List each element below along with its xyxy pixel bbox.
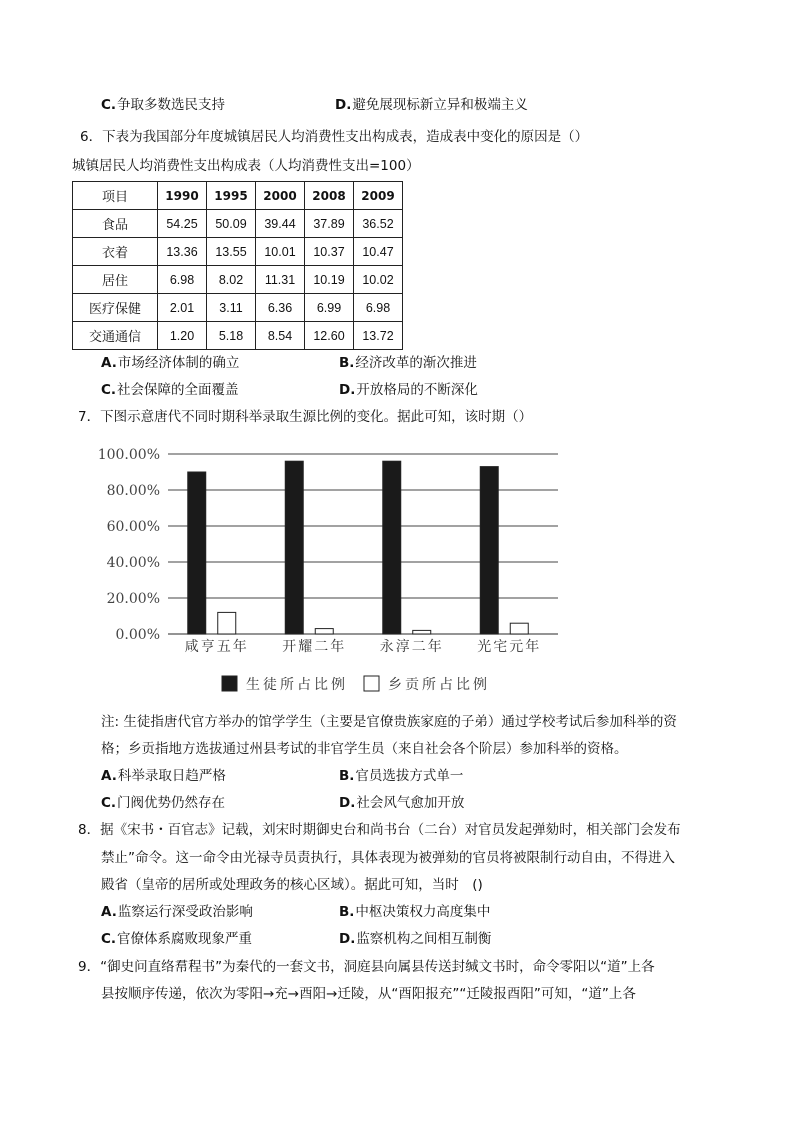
table-cell: 50.09 <box>207 210 256 238</box>
q7-option-c: C.门阀优势仍然存在 <box>101 795 226 811</box>
chart-x-axis <box>185 638 542 655</box>
table-cell: 10.19 <box>305 266 354 294</box>
bar-xianggong <box>315 629 333 634</box>
table-cell: 6.98 <box>354 294 403 322</box>
table-header-cell: 1990 <box>158 182 207 210</box>
table-cell: 5.18 <box>207 322 256 350</box>
table-cell: 10.02 <box>354 266 403 294</box>
table-header-cell: 项目 <box>73 182 158 210</box>
q6-table-title: 城镇居民人均消费性支出构成表（人均消费性支出=100） <box>72 158 420 174</box>
bar-xianggong <box>413 630 431 634</box>
table-cell: 医疗保健 <box>73 294 158 322</box>
legend-swatch <box>222 676 237 691</box>
table-cell: 2.01 <box>158 294 207 322</box>
q7-option-a: A.科举录取日趋严格 <box>101 768 226 784</box>
q6-option-d: D.开放格局的不断深化 <box>339 382 478 398</box>
q7-option-d: D.社会风气愈加开放 <box>339 795 465 811</box>
table-header-cell: 2008 <box>305 182 354 210</box>
bar-shengtu <box>383 461 401 634</box>
table-cell: 食品 <box>73 210 158 238</box>
y-tick-label: 40.00% <box>106 555 160 571</box>
table-cell: 13.72 <box>354 322 403 350</box>
table-cell: 6.99 <box>305 294 354 322</box>
table-cell: 1.20 <box>158 322 207 350</box>
table-cell: 8.54 <box>256 322 305 350</box>
table-header-cell: 2000 <box>256 182 305 210</box>
y-tick-label: 0.00% <box>115 627 160 643</box>
q8-stem-line1: 8．据《宋书・百官志》记载，刘宋时期御史台和尚书台（二台）对官员发起弹劾时，相关部门会发布 <box>78 822 681 838</box>
table-cell: 11.31 <box>256 266 305 294</box>
table-row <box>73 238 403 266</box>
table-header-cell: 2009 <box>354 182 403 210</box>
q7-note-line2: 格；乡贡指地方选拔通过州县考试的非官学生员（来自社会各个阶层）参加科举的资格。 <box>101 741 628 757</box>
bar-shengtu <box>285 461 303 634</box>
q6-stem: 6．下表为我国部分年度城镇居民人均消费性支出构成表，造成表中变化的原因是（） <box>80 129 589 145</box>
q8-option-c: C.官僚体系腐败现象严重 <box>101 931 253 947</box>
table-cell: 3.11 <box>207 294 256 322</box>
legend-swatch <box>364 676 379 691</box>
legend-label: 乡贡所占比例 <box>388 677 490 693</box>
table-cell: 10.37 <box>305 238 354 266</box>
table-cell: 居住 <box>73 266 158 294</box>
q9-stem-line2: 县按顺序传递，依次为零阳→充→酉阳→迁陵，从“酉阳报充”“迁陵报酉阳”可知，“道”上各 <box>101 986 636 1002</box>
table-cell: 12.60 <box>305 322 354 350</box>
chart-bars <box>188 461 529 634</box>
q7-stem: 7．下图示意唐代不同时期科举录取生源比例的变化。据此可知，该时期（） <box>78 409 533 425</box>
table-cell: 10.01 <box>256 238 305 266</box>
table-cell: 39.44 <box>256 210 305 238</box>
table-cell: 54.25 <box>158 210 207 238</box>
bar-shengtu <box>188 472 206 634</box>
chart-legend <box>222 676 490 693</box>
table-cell: 6.98 <box>158 266 207 294</box>
table-row <box>73 322 403 350</box>
table-cell: 13.55 <box>207 238 256 266</box>
q6-option-c: C.社会保障的全面覆盖 <box>101 382 239 398</box>
y-tick-label: 20.00% <box>106 591 160 607</box>
x-tick-label: 永淳二年 <box>379 639 444 655</box>
q9-stem-line1: 9．“御史问直络帬程书”为秦代的一套文书，洞庭县向属县传送封缄文书时，命令零阳以“道”上各 <box>78 959 655 975</box>
q8-stem-line3: 殿省（皇帝的居所或处理政务的核心区域）。据此可知，当时 () <box>101 877 483 893</box>
q6-option-b: B.经济改革的渐次推进 <box>339 355 477 371</box>
table-cell: 36.52 <box>354 210 403 238</box>
q8-option-a: A.监察运行深受政治影响 <box>101 904 253 920</box>
table-header-row <box>73 182 403 210</box>
chart-grid <box>168 454 558 634</box>
q6-option-a: A.市场经济体制的确立 <box>101 355 240 371</box>
q7-note-line1: 注: 生徒指唐代官方举办的馆学学生（主要是官僚贵族家庭的子弟）通过学校考试后参加科举的资 <box>101 714 677 730</box>
table-header-cell: 1995 <box>207 182 256 210</box>
table-cell: 37.89 <box>305 210 354 238</box>
x-tick-label: 光宅元年 <box>477 639 542 655</box>
y-tick-label: 100.00% <box>97 447 160 463</box>
x-tick-label: 咸亨五年 <box>184 639 249 655</box>
q5-option-d: D.避免展现标新立异和极端主义 <box>335 97 528 113</box>
table-cell: 10.47 <box>354 238 403 266</box>
table-cell: 衣着 <box>73 238 158 266</box>
table-row <box>73 294 403 322</box>
x-tick-label: 开耀二年 <box>282 639 347 655</box>
q7-option-b: B.官员选拔方式单一 <box>339 768 464 784</box>
table-cell: 8.02 <box>207 266 256 294</box>
q8-option-d: D.监察机构之间相互制衡 <box>339 931 492 947</box>
q8-option-b: B.中枢决策权力高度集中 <box>339 904 491 920</box>
table-row <box>73 210 403 238</box>
table-cell: 6.36 <box>256 294 305 322</box>
y-tick-label: 80.00% <box>106 483 160 499</box>
consumption-table <box>72 181 403 350</box>
table-cell: 交通通信 <box>73 322 158 350</box>
enrollment-ratio-chart <box>88 440 568 702</box>
bar-xianggong <box>510 623 528 634</box>
legend-label: 生徒所占比例 <box>246 677 348 693</box>
q8-stem-line2: 禁止”命令。这一命令由光禄寺员责执行，具体表现为被弹劾的官员将被限制行动自由，不得进入 <box>101 850 675 866</box>
table-row <box>73 266 403 294</box>
q5-option-c: C.争取多数选民支持 <box>101 97 226 113</box>
y-tick-label: 60.00% <box>106 519 160 535</box>
chart-y-axis <box>98 447 160 643</box>
bar-xianggong <box>218 612 236 634</box>
table-cell: 13.36 <box>158 238 207 266</box>
bar-shengtu <box>480 467 498 634</box>
